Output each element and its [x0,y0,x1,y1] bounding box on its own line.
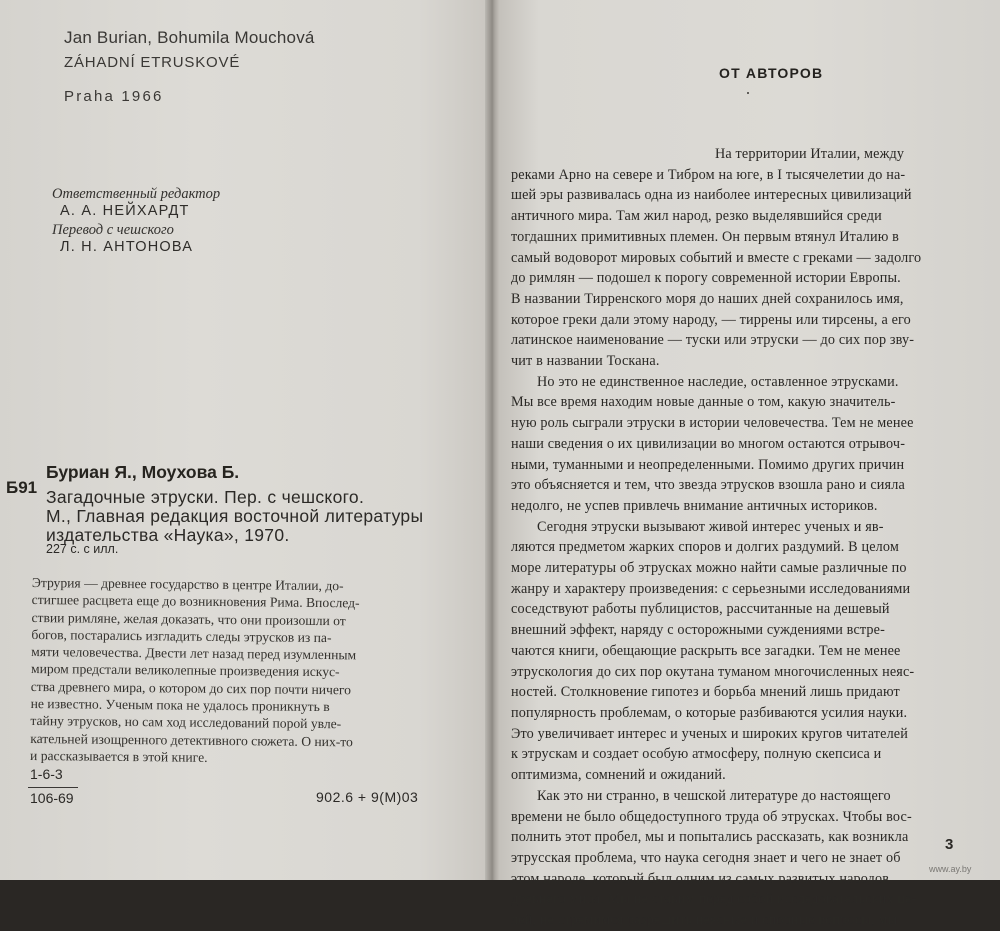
text-line: наши сведения о их цивилизации во многом остаются отрывоч- [511,435,906,452]
text-line: соседствуют работы публицистов, рассчитанные на дешевый [511,601,890,618]
text-line: ляются предметом жарких споров и долгих раздумий. В целом [511,539,899,556]
classification-code: 902.6 + 9(М)03 [316,789,419,805]
text-line: древнего мира. Мы не ставим перед собой исследовательских це- [511,891,917,908]
annotation-line: Этрурия — древнее государство в центре Италии, до- [31,574,344,594]
text-line: этрусская проблема, что наука сегодня знает и чего не знает об [511,849,901,866]
annotation [30,574,434,768]
catalog-entry [46,488,441,545]
text-line: недолго, не успев привлечь внимание античных историков. [511,497,878,514]
text-line: лей, не стремимся разрешить неясные и спорные вопросы, мы [511,912,898,929]
text-line: реками Арно на севере и Тибром на юге, в I тысячелетии до на- [511,166,906,183]
text-line: внешний эффект, наряду с осторожными суждениями встре- [511,622,885,639]
text-line: Мы все время находим новые данные о том, какую значитель- [511,394,896,411]
text-line: до римлян — подошел к порогу современной истории Европы. [511,270,901,287]
text-line: На территории Италии, между [715,146,905,162]
annotation-line: мяти человечества. Двести лет назад перед изумленным [31,644,357,663]
text-line: которое греки дали этому народу, — тиррены или тирсены, а его [511,311,911,328]
annotation-line: ства древнего мира, о котором до сих пор почти ничего [30,678,352,698]
catalog-line: М., Главная редакция восточной литературы [46,506,424,526]
original-author: Jan Burian, Bohumila Mouchová [64,28,315,47]
text-line: античного мира. Там жил народ, резко выделявшийся среди [511,208,882,225]
page-number: 3 [945,836,954,853]
text-line: времени не было общедоступного труда об этрусках. Чтобы вос- [511,808,912,825]
right-page [499,0,1000,929]
catalog-pages: 227 с. с илл. [46,542,119,556]
text-line: латинское наименование — туски или этруски — до сих пор зву- [511,332,915,349]
text-line: к этрускам и создает особую атмосферу, полную скепсиса и [511,746,882,763]
editor-name: А. А. НЕЙХАРДТ [60,203,190,219]
paragraph [511,144,957,372]
text-line: чит в названии Тоскана. [511,353,660,370]
editor-role: Ответственный редактор [52,186,221,202]
original-city-year: Praha 1966 [64,88,164,105]
text-line: чаются книги, обещающие раскрыть все загадки. Тем не менее [511,642,901,659]
heading-dot [747,92,749,94]
text-line: оптимизма, сомнений и ожиданий. [511,767,726,784]
catalog-code: Б91 [6,478,38,497]
text-line: Но это не единственное наследие, оставленное этрусками. [537,373,899,390]
text-line: ную роль сыграли этруски в истории человечества. Тем не менее [511,415,914,432]
left-page [0,0,493,880]
annotation-line: богов, постарались изгладить следы этрусков из па- [31,626,332,646]
text-line: самый водоворот мировых событий и вместе с греками — задолго [511,249,922,266]
text-line: шей эры развивалась одна из наиболее интересных цивилизаций [511,187,912,204]
text-line: Это увеличивает интерес и ученых и широких кругов читателей [511,725,908,742]
text-line: жанру и характеру произведения: с серьезными исследованиями [511,580,911,597]
text-line: Сегодня этруски вызывают живой интерес ученых и яв- [537,518,884,535]
translator-role: Перевод с чешского [52,222,174,238]
paragraph [511,786,957,931]
annotation-line: стигшее расцвета еще до возникновения Рима. Впослед- [31,592,360,611]
original-title: ZÁHADNÍ ETRUSKOVÉ [64,54,241,71]
catalog-authors: Буриан Я., Моухова Б. [46,462,240,482]
body-text [511,144,957,931]
text-line: тогдашних примитивных племен. Он первым втянул Италию в [511,228,900,245]
annotation-line: и рассказывается в этой книге. [30,747,208,765]
text-line: это объясняется и тем, что звезда этрусков взошла рано и сияла [511,477,905,494]
text-line: ными, туманными и неопределенными. Помимо других причин [511,456,905,473]
annotation-line: кательней изощренного детективного сюжета. О них-то [30,730,353,750]
annotation-line: миром предстали великолепные произведения искус- [30,661,340,680]
annotation-line: не известно. Ученым пока не удалось проникнуть в [30,696,330,715]
paragraph [511,372,957,517]
catalog-line: издательства «Наука», 1970. [46,525,290,545]
annotation-line: тайну этрусков, но сам ход исследований порой увле- [30,713,342,732]
text-line: популярность проблемам, о которые разбиваются усилия науки. [511,704,908,721]
text-line: этом народе, который был одним из самых развитых народов [511,870,890,887]
annotation-line: ствии римляне, желая доказать, что они произошли от [31,609,346,628]
text-line: Как это ни странно, в чешской литературе до настоящего [537,787,891,804]
catalog-line: Загадочные этруски. Пер. с чешского. [46,487,365,507]
text-line: ностей. Столкновение гипотез и борьба мнений лишь придают [511,684,900,701]
index-divider [28,787,78,788]
text-line: В названии Тирренского моря до наших дней сохранилось имя, [511,290,904,307]
index-code-top: 1-6-3 [30,766,63,782]
text-line: полнить этот пробел, мы и попытались рассказать, как возникла [511,829,909,846]
watermark: www.ay.by [929,864,972,874]
index-code-bottom: 106-69 [30,790,74,806]
translator-name: Л. Н. АНТОНОВА [60,239,194,255]
section-heading: ОТ АВТОРОВ [719,65,824,81]
text-line: море литературы об этрусках можно найти самые различные по [511,560,907,577]
text-line: этрускология до сих пор окутана туманом многочисленных неяс- [511,663,915,680]
paragraph [511,517,957,786]
